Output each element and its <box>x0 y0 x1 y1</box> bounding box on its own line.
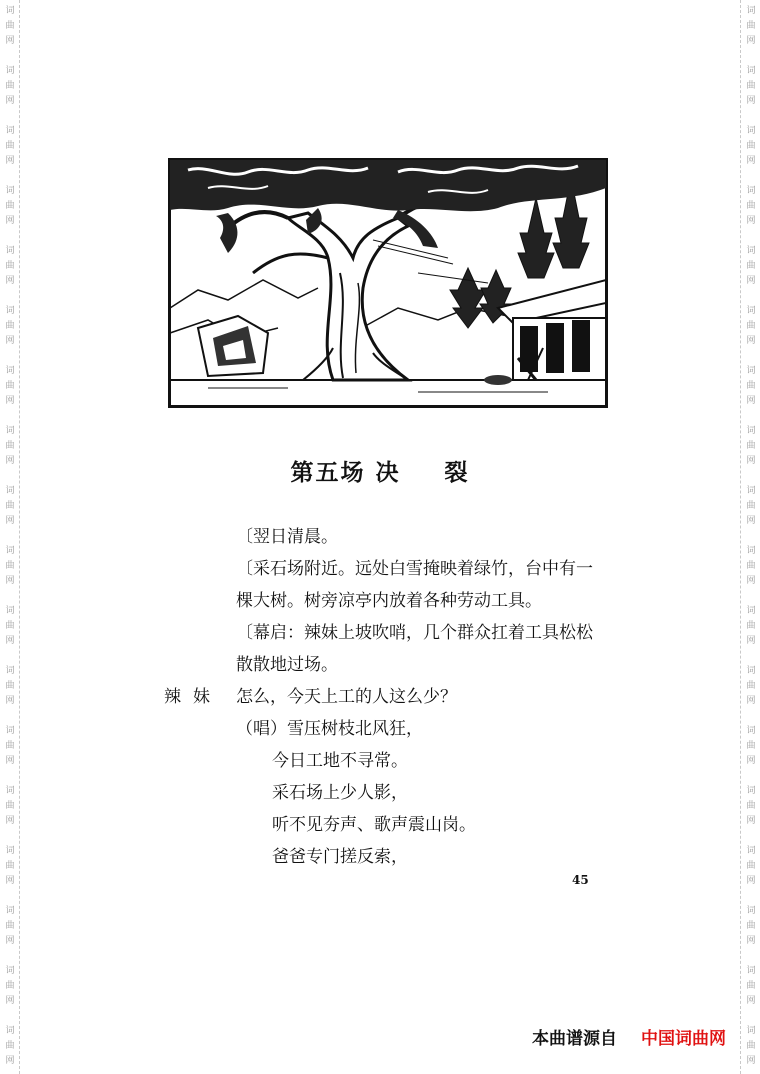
watermark-char: 网 <box>746 156 756 166</box>
watermark-char: 词 <box>746 906 756 916</box>
watermark-char: 词 <box>746 546 756 556</box>
watermark-char: 曲 <box>5 21 15 31</box>
watermark-char: 曲 <box>5 741 15 751</box>
watermark-char: 网 <box>5 576 15 586</box>
watermark-char: 曲 <box>746 921 756 931</box>
watermark-char: 曲 <box>5 981 15 991</box>
watermark-char: 曲 <box>746 21 756 31</box>
watermark-char: 曲 <box>5 921 15 931</box>
watermark-char: 网 <box>5 456 15 466</box>
page-number: 45 <box>572 873 589 887</box>
watermark-char: 词 <box>746 846 756 856</box>
watermark-char: 曲 <box>746 681 756 691</box>
watermark-char: 曲 <box>5 261 15 271</box>
watermark-char: 网 <box>5 156 15 166</box>
scene-illustration <box>168 158 608 408</box>
watermark-char: 曲 <box>5 81 15 91</box>
watermark-char: 网 <box>5 696 15 706</box>
watermark-char: 曲 <box>5 501 15 511</box>
watermark-char: 曲 <box>5 621 15 631</box>
watermark-char: 网 <box>5 936 15 946</box>
watermark-char: 网 <box>746 276 756 286</box>
watermark-char: 曲 <box>746 801 756 811</box>
watermark-char: 曲 <box>746 201 756 211</box>
watermark-char: 网 <box>746 936 756 946</box>
watermark-char: 网 <box>746 396 756 406</box>
watermark-char: 词 <box>5 426 15 436</box>
watermark-char: 网 <box>5 996 15 1006</box>
watermark-char: 词 <box>5 246 15 256</box>
watermark-char: 词 <box>5 906 15 916</box>
watermark-char: 曲 <box>5 681 15 691</box>
watermark-char: 曲 <box>746 501 756 511</box>
watermark-char: 词 <box>746 66 756 76</box>
watermark-char: 词 <box>5 186 15 196</box>
scene-title-left: 第五场 决 <box>290 459 401 486</box>
left-watermark-strip <box>0 0 20 1074</box>
scene-title <box>0 458 760 488</box>
watermark-char: 词 <box>746 726 756 736</box>
watermark-char: 网 <box>5 636 15 646</box>
watermark-char: 词 <box>746 246 756 256</box>
watermark-char: 曲 <box>5 441 15 451</box>
watermark-char: 网 <box>5 1056 15 1066</box>
watermark-char: 曲 <box>746 321 756 331</box>
watermark-char: 网 <box>746 996 756 1006</box>
watermark-char: 词 <box>5 6 15 16</box>
lyric-line: （唱）雪压树枝北风狂， <box>236 719 423 739</box>
watermark-char: 词 <box>746 306 756 316</box>
watermark-char: 曲 <box>5 141 15 151</box>
footer-site-link[interactable]: 中国词曲网 <box>641 1029 726 1049</box>
watermark-char: 网 <box>5 96 15 106</box>
watermark-char: 网 <box>5 276 15 286</box>
watermark-char: 网 <box>746 756 756 766</box>
watermark-char: 词 <box>746 126 756 136</box>
watermark-char: 网 <box>746 216 756 226</box>
lyric-line: 听不见夯声、歌声震山岗。 <box>272 815 476 835</box>
scene-title-right: 裂 <box>444 459 470 486</box>
watermark-char: 曲 <box>746 381 756 391</box>
watermark-char: 词 <box>746 666 756 676</box>
watermark-char: 曲 <box>746 861 756 871</box>
watermark-char: 网 <box>746 96 756 106</box>
stage-direction: 〔采石场附近。远处白雪掩映着绿竹，台中有一 <box>236 559 593 579</box>
watermark-char: 曲 <box>746 981 756 991</box>
watermark-char: 词 <box>5 846 15 856</box>
watermark-char: 词 <box>746 426 756 436</box>
watermark-char: 曲 <box>5 861 15 871</box>
watermark-char: 词 <box>5 66 15 76</box>
stage-direction: 〔翌日清晨。 <box>236 527 338 547</box>
watermark-char: 词 <box>746 606 756 616</box>
watermark-char: 曲 <box>746 261 756 271</box>
watermark-char: 网 <box>746 876 756 886</box>
watermark-char: 曲 <box>746 441 756 451</box>
watermark-char: 词 <box>5 306 15 316</box>
watermark-char: 网 <box>5 876 15 886</box>
watermark-char: 网 <box>5 216 15 226</box>
watermark-char: 曲 <box>746 561 756 571</box>
watermark-char: 网 <box>746 636 756 646</box>
watermark-char: 词 <box>5 606 15 616</box>
footer-credit <box>532 1024 726 1049</box>
watermark-char: 网 <box>746 36 756 46</box>
watermark-char: 词 <box>746 6 756 16</box>
watermark-char: 网 <box>746 456 756 466</box>
watermark-char: 曲 <box>746 741 756 751</box>
watermark-char: 词 <box>5 726 15 736</box>
watermark-char: 词 <box>5 546 15 556</box>
watermark-char: 曲 <box>5 801 15 811</box>
stage-direction: 棵大树。树旁凉亭内放着各种劳动工具。 <box>236 591 542 611</box>
speaker-name: 辣妹 <box>164 687 222 707</box>
lyric-line: 爸爸专门搓反索， <box>272 847 408 867</box>
watermark-char: 网 <box>5 336 15 346</box>
watermark-char: 曲 <box>5 321 15 331</box>
watermark-char: 网 <box>746 696 756 706</box>
watermark-char: 词 <box>746 486 756 496</box>
watermark-char: 词 <box>5 126 15 136</box>
watermark-char: 词 <box>746 966 756 976</box>
watermark-char: 曲 <box>746 141 756 151</box>
watermark-char: 曲 <box>746 1041 756 1051</box>
spoken-line: 怎么，今天上工的人这么少？ <box>236 687 457 707</box>
watermark-char: 网 <box>5 756 15 766</box>
watermark-char: 曲 <box>5 1041 15 1051</box>
watermark-char: 网 <box>746 576 756 586</box>
watermark-char: 词 <box>746 366 756 376</box>
watermark-char: 网 <box>746 336 756 346</box>
stage-direction: 〔幕启：辣妹上坡吹哨，几个群众扛着工具松松 <box>236 623 593 643</box>
watermark-char: 网 <box>746 516 756 526</box>
watermark-char: 曲 <box>746 81 756 91</box>
watermark-char: 曲 <box>5 381 15 391</box>
watermark-char: 词 <box>5 1026 15 1036</box>
watermark-char: 曲 <box>5 201 15 211</box>
watermark-char: 网 <box>5 396 15 406</box>
watermark-char: 网 <box>746 1056 756 1066</box>
lyric-line: 今日工地不寻常。 <box>272 751 408 771</box>
watermark-char: 词 <box>5 966 15 976</box>
lyric-line: 采石场上少人影， <box>272 783 408 803</box>
watermark-char: 词 <box>746 786 756 796</box>
watermark-char: 网 <box>5 36 15 46</box>
watermark-char: 网 <box>746 816 756 826</box>
watermark-char: 词 <box>5 366 15 376</box>
watermark-char: 词 <box>5 486 15 496</box>
watermark-char: 词 <box>746 1026 756 1036</box>
watermark-char: 网 <box>5 516 15 526</box>
watermark-char: 曲 <box>5 561 15 571</box>
stage-direction: 散散地过场。 <box>236 655 338 675</box>
watermark-char: 网 <box>5 816 15 826</box>
watermark-char: 词 <box>746 186 756 196</box>
watermark-char: 词 <box>5 666 15 676</box>
footer-source-label: 本曲谱源自 <box>532 1029 617 1049</box>
watermark-char: 词 <box>5 786 15 796</box>
watermark-char: 曲 <box>746 621 756 631</box>
right-watermark-strip <box>740 0 760 1074</box>
